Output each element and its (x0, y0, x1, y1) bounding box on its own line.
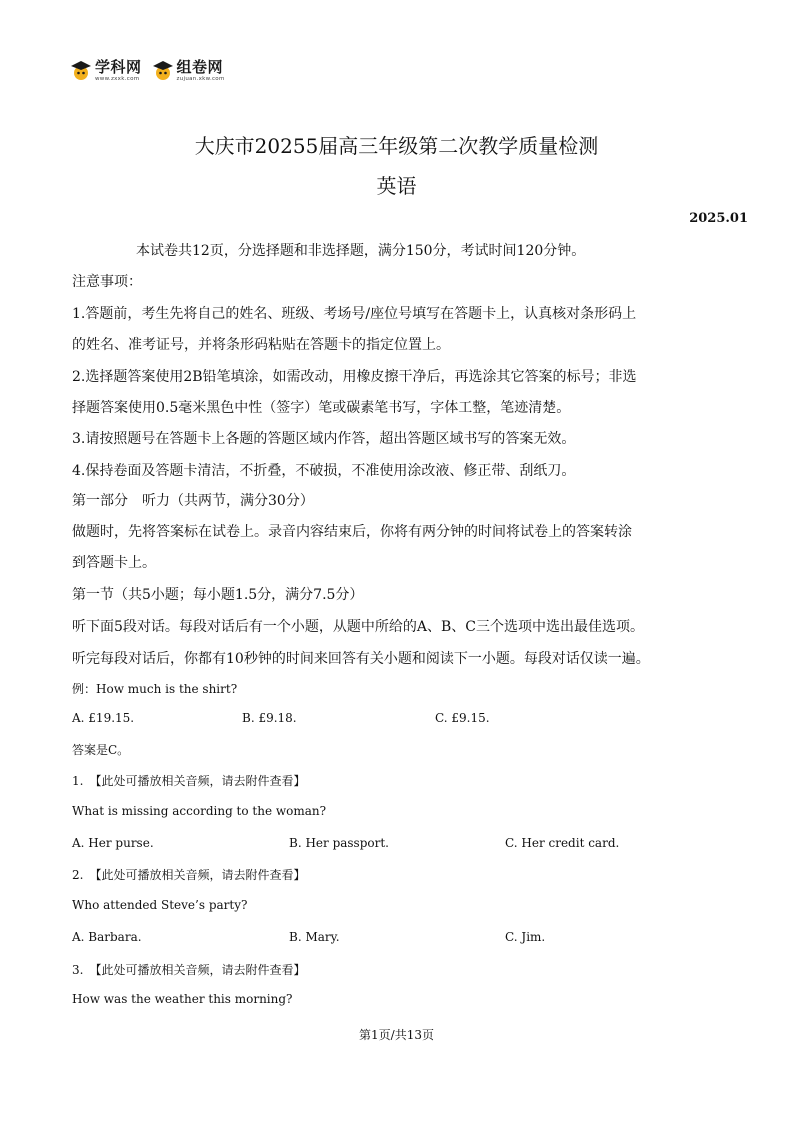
option-c-q1: C. Her credit card. (505, 836, 620, 850)
notice-line: 1.答题前，考生先将自己的姓名、班级、考场号/座位号填写在答题卡上，认真核对条形码上 (72, 306, 637, 322)
subject-title: 英语 (376, 174, 417, 198)
logo-name: 学科网 (95, 58, 142, 76)
example-answer: 答案是C。 (72, 743, 130, 757)
part1-instruction: 到答题卡上。 (72, 555, 156, 571)
intro-text: 本试卷共12页，分选择题和非选择题，满分150分，考试时间120分钟。 (136, 243, 586, 259)
logo-zujuanwang (152, 58, 225, 83)
question-text-q3: How was the weather this morning? (72, 992, 293, 1006)
notice-line: 3.请按照题号在答题卡上各题的答题区域内作答，超出答题区域书写的答案无效。 (72, 431, 576, 447)
option-a-q1: A. Her purse. (72, 836, 154, 850)
audio-link-q2[interactable]: 2. 【此处可播放相关音频，请去附件查看】 (72, 868, 306, 882)
page-number: 第1页/共13页 (359, 1028, 434, 1042)
option-c-q2: C. Jim. (505, 930, 546, 944)
question-text-q1: What is missing according to the woman? (72, 804, 327, 818)
logo-url: zujuan.xkw.com (176, 76, 225, 82)
audio-link-q3[interactable]: 3. 【此处可播放相关音频，请去附件查看】 (72, 963, 306, 977)
part1-heading: 第一部分 听力（共两节，满分30分） (72, 493, 314, 509)
notice-line: 4.保持卷面及答题卡清洁，不折叠，不破损，不准使用涂改液、修正带、刮纸刀。 (72, 463, 576, 479)
example-option-a: A. £19.15. (72, 711, 135, 725)
graduation-cap-icon (70, 60, 92, 82)
question-text-q2: Who attended Steve’s party? (72, 898, 248, 912)
example-option-b: B. £9.18. (242, 711, 297, 725)
header-logos (70, 58, 235, 92)
option-a-q2: A. Barbara. (72, 930, 142, 944)
logo-url: www.zxxk.com (95, 76, 140, 82)
audio-link-q1[interactable]: 1. 【此处可播放相关音频，请去附件查看】 (72, 774, 306, 788)
graduation-cap-icon (152, 60, 174, 82)
section1-instruction: 听完每段对话后，你都有10秒钟的时间来回答有关小题和阅读下一小题。每段对话仅读一遍。 (72, 651, 650, 667)
section1-instruction: 听下面5段对话。每段对话后有一个小题，从题中所给的A、B、C三个选项中选出最佳选项。 (72, 619, 645, 635)
section1-heading: 第一节（共5小题；每小题1.5分，满分7.5分） (72, 587, 364, 603)
logo-xuekewang (70, 58, 142, 83)
example-option-c: C. £9.15. (435, 711, 490, 725)
notice-line: 2.选择题答案使用2B铅笔填涂，如需改动，用橡皮擦干净后，再选涂其它答案的标号；非选 (72, 369, 637, 385)
notice-heading: 注意事项： (72, 274, 142, 290)
notice-line: 择题答案使用0.5毫米黑色中性（签字）笔或碳素笔书写，字体工整，笔迹清楚。 (72, 400, 571, 416)
notice-line: 的姓名、准考证号，并将条形码粘贴在答题卡的指定位置上。 (72, 337, 450, 353)
logo-name: 组卷网 (176, 58, 224, 76)
exam-date: 2025.01 (689, 211, 748, 226)
option-b-q1: B. Her passport. (289, 836, 389, 850)
exam-title: 大庆市20255届高三年级第二次教学质量检测 (194, 134, 599, 158)
example-question: 例：How much is the shirt? (72, 682, 238, 696)
option-b-q2: B. Mary. (289, 930, 340, 944)
part1-instruction: 做题时，先将答案标在试卷上。录音内容结束后，你将有两分钟的时间将试卷上的答案转涂 (72, 524, 632, 540)
